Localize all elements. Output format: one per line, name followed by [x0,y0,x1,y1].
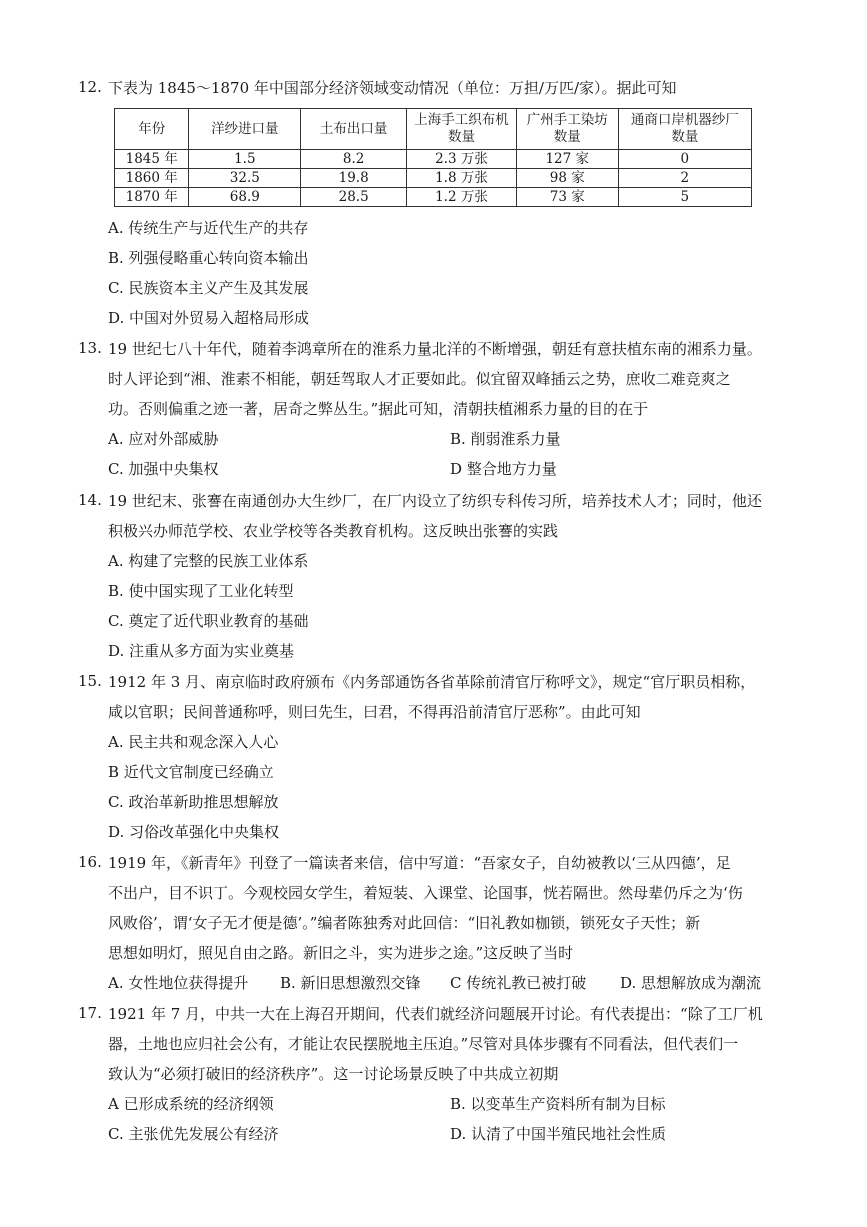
option-c[interactable]: C. 主张优先发展公有经济 [108,1125,279,1143]
table-cell: 0 [618,150,751,169]
option-a[interactable]: A 已形成系统的经济纲领 [108,1095,274,1113]
option-d[interactable]: D. 中国对外贸易入超格局形成 [108,309,310,327]
option-a[interactable]: A. 民主共和观念深入人心 [108,733,279,751]
table-row [115,188,752,207]
question-stem: 1912 年 3 月、南京临时政府颁布《内务部通饬各省革除前清官厅称呼文》，规定“官厅职员相称， [108,673,756,691]
option-c[interactable]: C. 加强中央集权 [108,460,219,478]
question-stem: 功。否则偏重之迹一著，居奇之弊丛生。”据此可知，清朝扶植湘系力量的目的在于 [108,400,649,418]
table-cell: 5 [618,188,751,207]
question-stem: 时人评论到“湘、淮素不相能，朝廷驾取人才正要如此。似宜留双峰插云之势，庶收二难竞爽之 [108,370,731,388]
option-d[interactable]: D 整合地方力量 [450,460,557,478]
option-b[interactable]: B 近代文官制度已经确立 [108,763,274,781]
table-header: 洋纱进口量 [189,109,301,150]
option-d[interactable]: D. 认清了中国半殖民地社会性质 [450,1125,667,1143]
table-header: 土布出口量 [301,109,407,150]
table-row [115,169,752,188]
option-d[interactable]: D. 习俗改革强化中央集权 [108,823,280,841]
table-cell: 98 家 [516,169,618,188]
question-stem: 器，土地也应归社会公有，才能让农民摆脱地主压迫。”尽管对具体步骤有不同看法，但代表们一 [108,1035,739,1053]
table-header: 通商口岸机器纱厂 数量 [618,109,751,150]
question-stem: 积极兴办师范学校、农业学校等各类教育机构。这反映出张謇的实践 [108,522,559,540]
option-a[interactable]: A. 传统生产与近代生产的共存 [108,219,309,237]
option-b[interactable]: B. 以变革生产资料所有制为目标 [450,1095,666,1113]
table-cell: 2.3 万张 [407,150,517,169]
table-cell: 73 家 [516,188,618,207]
table-cell: 28.5 [301,188,407,207]
table-cell: 1860 年 [115,169,189,188]
table-cell: 1845 年 [115,150,189,169]
option-b[interactable]: B. 列强侵略重心转向资本输出 [108,249,309,267]
question-stem: 19 世纪七八十年代，随着李鸿章所在的淮系力量北洋的不断增强，朝廷有意扶植东南的湘系力量。 [108,340,762,358]
question-number: 14. [78,491,102,509]
table-cell: 19.8 [301,169,407,188]
option-a[interactable]: A. 女性地位获得提升 [108,974,249,992]
table-row [115,150,752,169]
question-number: 16. [78,853,102,871]
option-b[interactable]: B. 新旧思想激烈交锋 [280,974,421,992]
option-c[interactable]: C. 民族资本主义产生及其发展 [108,279,309,297]
table-cell: 1.2 万张 [407,188,517,207]
option-c[interactable]: C. 政治革新助推思想解放 [108,793,279,811]
question-number: 12. [78,78,102,96]
question-stem: 咸以官职；民间普通称呼，则曰先生，曰君，不得再沿前清官厅恶称”。由此可知 [108,703,641,721]
option-c[interactable]: C. 奠定了近代职业教育的基础 [108,612,309,630]
question-stem: 1921 年 7 月，中共一大在上海召开期间，代表们就经济问题展开讨论。有代表提出：“除了工厂机 [108,1005,763,1023]
option-d[interactable]: D. 注重从多方面为实业奠基 [108,642,295,660]
option-b[interactable]: B. 使中国实现了工业化转型 [108,582,294,600]
table-cell: 32.5 [189,169,301,188]
question-stem: 不出户，目不识丁。今观校园女学生，着短装、入课堂、论国事，恍若隔世。然母辈仍斥之为‘伤 [108,884,743,902]
question-stem: 致认为“必须打破旧的经济秩序”。这一讨论场景反映了中共成立初期 [108,1065,559,1083]
question-stem: 风败俗’，谓‘女子无才便是德’。”编者陈独秀对此回信：“旧礼教如枷锁，锁死女子天性；新 [108,914,701,932]
option-b[interactable]: B. 削弱淮系力量 [450,430,561,448]
option-a[interactable]: A. 构建了完整的民族工业体系 [108,552,309,570]
table-header: 广州手工染坊 数量 [516,109,618,150]
table-header-row [115,109,752,150]
table-header: 上海手工织布机 数量 [407,109,517,150]
question-number: 13. [78,339,102,357]
table-cell: 1.5 [189,150,301,169]
table-cell: 127 家 [516,150,618,169]
table-cell: 68.9 [189,188,301,207]
question-stem: 下表为 1845～1870 年中国部分经济领域变动情况（单位：万担/万匹/家）。据此可知 [108,79,677,97]
question-stem: 19 世纪末、张謇在南通创办大生纱厂，在厂内设立了纺织专科传习所，培养技术人才；同时，他还 [108,492,762,510]
option-c[interactable]: C 传统礼教已被打破 [450,974,587,992]
table-cell: 1870 年 [115,188,189,207]
question-number: 17. [78,1004,102,1022]
table-cell: 1.8 万张 [407,169,517,188]
table-header: 年份 [115,109,189,150]
question-stem: 思想如明灯，照见自由之路。新旧之斗，实为进步之途。”这反映了当时 [108,944,574,962]
option-a[interactable]: A. 应对外部威胁 [108,430,219,448]
option-d[interactable]: D. 思想解放成为潮流 [620,974,762,992]
table-cell: 2 [618,169,751,188]
data-table [114,108,752,207]
question-stem: 1919 年，《新青年》刊登了一篇读者来信，信中写道：“吾家女子，自幼被教以‘三从四德’，足 [108,854,731,872]
table-cell: 8.2 [301,150,407,169]
question-number: 15. [78,672,102,690]
